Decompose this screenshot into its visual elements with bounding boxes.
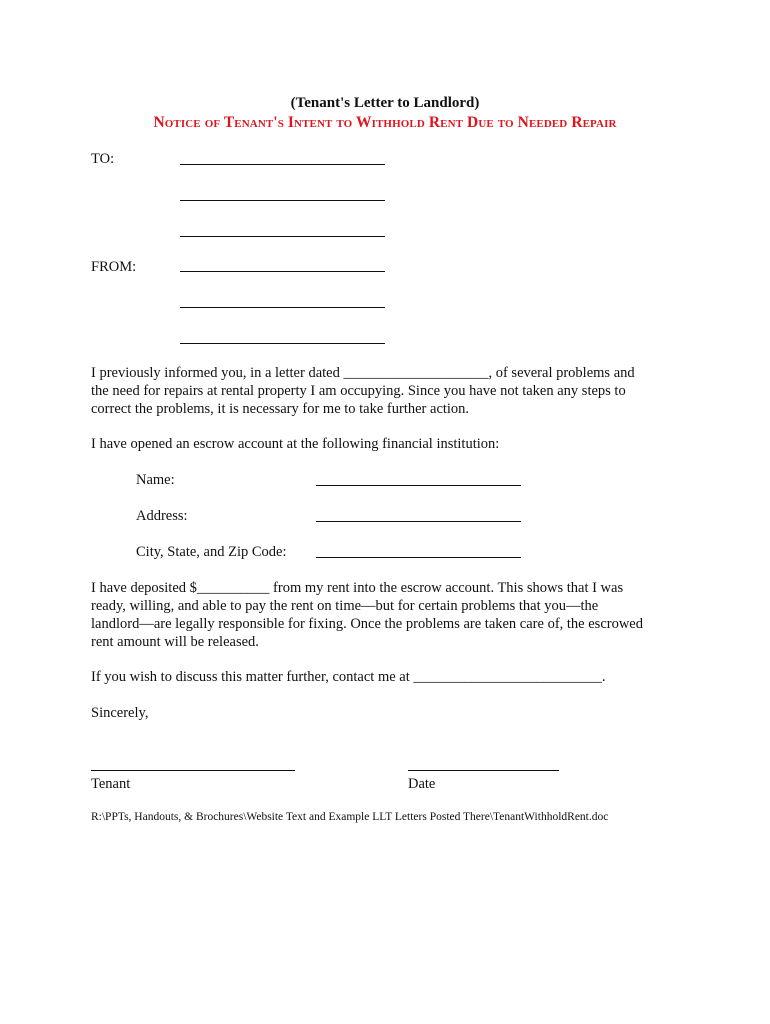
field-name-label: Name: xyxy=(136,472,175,488)
tenant-signature-line[interactable] xyxy=(91,770,295,771)
field-name-line[interactable] xyxy=(316,485,521,486)
from-label: FROM: xyxy=(91,259,137,275)
from-line-1[interactable] xyxy=(180,271,385,272)
paragraph-escrow-intro: I have opened an escrow account at the following financial institution: xyxy=(91,436,500,452)
field-city-state-zip-line[interactable] xyxy=(316,557,521,558)
document-title: Notice of Tenant's Intent to Withhold Rent Due to Needed Repair xyxy=(153,114,617,131)
para3-line1-end: from my rent into the escrow account. This shows that I was xyxy=(269,580,624,596)
tenant-label: Tenant xyxy=(91,776,131,792)
to-line-2[interactable] xyxy=(180,200,385,201)
to-line-3[interactable] xyxy=(180,236,385,237)
field-city-state-zip-label: City, State, and Zip Code: xyxy=(136,544,287,560)
para3-line4: rent amount will be released. xyxy=(91,634,259,650)
date-signature-line[interactable] xyxy=(408,770,559,771)
para3-line1-start: I have deposited $ xyxy=(91,580,197,596)
from-line-2[interactable] xyxy=(180,307,385,308)
to-line-1[interactable] xyxy=(180,164,385,165)
from-line-3[interactable] xyxy=(180,343,385,344)
paragraph-prior-notice xyxy=(91,364,681,418)
contact-text: If you wish to discuss this matter further, contact me at xyxy=(91,669,410,685)
paragraph-contact xyxy=(91,668,606,686)
contact-blank[interactable]: __________________________ xyxy=(413,669,602,685)
field-address-label: Address: xyxy=(136,508,188,524)
para3-line3: landlord—are legally responsible for fixing. Once the problems are taken care of, the escrowed xyxy=(91,616,643,632)
para1-line2: the need for repairs at rental property I am occupying. Since you have not taken any steps to xyxy=(91,383,626,399)
para1-line3: correct the problems, it is necessary for me to take further action. xyxy=(91,401,470,417)
field-address-line[interactable] xyxy=(316,521,521,522)
para3-line2: ready, willing, and able to pay the rent on time—but for certain problems that you—the xyxy=(91,598,599,614)
closing-text: Sincerely, xyxy=(91,705,149,721)
para1-line1-start: I previously informed you, in a letter dated xyxy=(91,365,340,381)
para1-line1-end: , of several problems and xyxy=(488,365,635,381)
document-subtitle: (Tenant's Letter to Landlord) xyxy=(290,95,480,111)
file-path-footer: R:\PPTs, Handouts, & Brochures\Website Text and Example LLT Letters Posted There\TenantWithholdRent.doc xyxy=(91,811,609,823)
paragraph-deposit xyxy=(91,579,681,651)
date-label: Date xyxy=(408,776,436,792)
to-label: TO: xyxy=(91,151,115,167)
letter-date-blank[interactable]: ____________________ xyxy=(343,365,489,381)
deposit-amount-blank[interactable]: __________ xyxy=(196,580,270,596)
contact-period: . xyxy=(601,669,606,685)
